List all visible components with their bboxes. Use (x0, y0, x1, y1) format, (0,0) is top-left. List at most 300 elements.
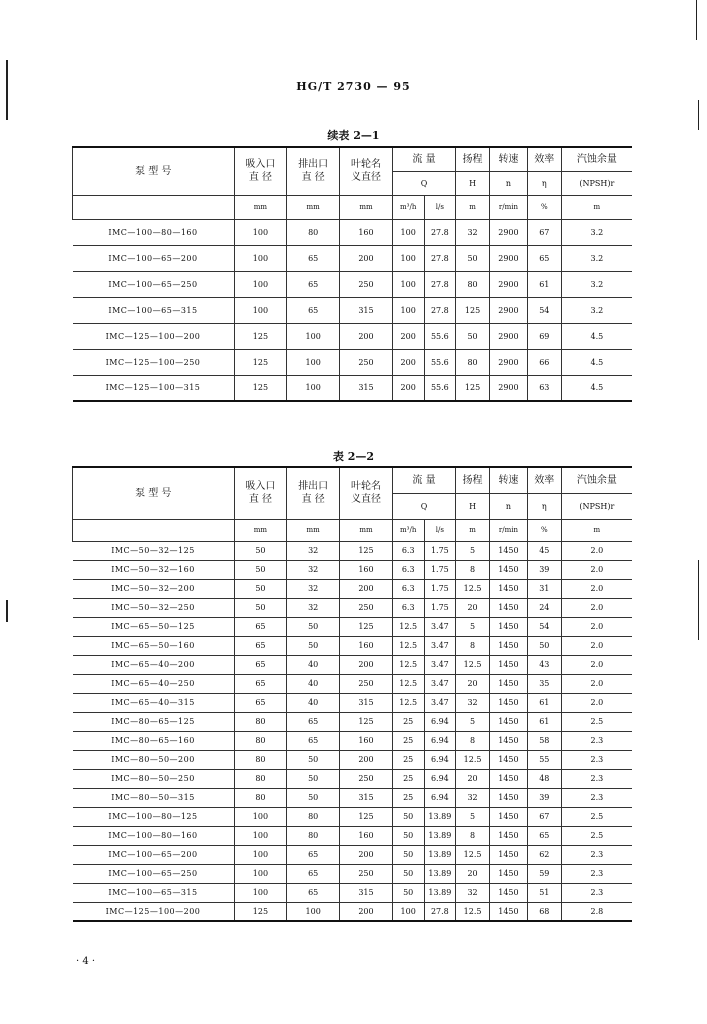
table-cell: 2900 (489, 323, 527, 349)
table-cell: 250 (340, 864, 393, 883)
table-cell: 100 (234, 297, 287, 323)
table-cell: 2.3 (561, 845, 632, 864)
table-cell: 5 (456, 617, 490, 636)
col-header-model: 泵 型 号 (73, 147, 235, 195)
table-cell: 32 (287, 579, 340, 598)
table-cell: 27.8 (424, 245, 456, 271)
unit-cell: r/min (489, 195, 527, 219)
col-header-npsh: 汽蚀余量 (561, 147, 632, 171)
table-cell: 1450 (489, 636, 527, 655)
table-cell: 160 (340, 636, 393, 655)
table-cell: 100 (392, 297, 424, 323)
table-cell: 12.5 (456, 655, 490, 674)
table-cell: 61 (527, 693, 561, 712)
table-cell: 4.5 (561, 375, 632, 401)
table-cell: 8 (456, 826, 490, 845)
table-row (73, 731, 633, 750)
col-symbol-head: H (456, 171, 490, 195)
table-cell: 65 (287, 864, 340, 883)
table-cell: 6.94 (424, 712, 456, 731)
table2-body (73, 541, 633, 921)
table-cell: 32 (287, 598, 340, 617)
table-row (73, 864, 633, 883)
table-cell: 50 (456, 323, 490, 349)
table-cell: 100 (392, 219, 424, 245)
table-cell: 13.89 (424, 845, 456, 864)
col-symbol-npsh: (NPSH)r (561, 493, 632, 519)
table-cell: 2.5 (561, 807, 632, 826)
table-cell: 100 (287, 323, 340, 349)
table-cell: 1450 (489, 826, 527, 845)
table-cell: 6.94 (424, 731, 456, 750)
pump-model-cell: IMC—125—100—315 (73, 375, 235, 401)
table-cell: 27.8 (424, 271, 456, 297)
table-cell: 50 (392, 864, 424, 883)
table-cell: 2.5 (561, 712, 632, 731)
table-cell: 20 (456, 864, 490, 883)
table-row (73, 845, 633, 864)
pump-model-cell: IMC—80—50—250 (73, 769, 235, 788)
table-cell: 1.75 (424, 579, 456, 598)
table-cell: 50 (392, 883, 424, 902)
table-cell: 100 (234, 219, 287, 245)
pump-spec-table-1 (72, 146, 632, 402)
unit-cell: mm (340, 519, 393, 541)
table-cell: 2.5 (561, 826, 632, 845)
table-cell: 250 (340, 271, 393, 297)
table-cell: 2.0 (561, 693, 632, 712)
table-cell: 61 (527, 271, 561, 297)
table-cell: 12.5 (392, 655, 424, 674)
col-header-inlet: 吸入口 直 径 (234, 467, 287, 519)
table-cell: 1450 (489, 693, 527, 712)
table-cell: 12.5 (392, 636, 424, 655)
table1-caption: 续表 2—1 (327, 129, 380, 142)
table-cell: 125 (340, 807, 393, 826)
table-cell: 61 (527, 712, 561, 731)
table-row (73, 750, 633, 769)
table-cell: 2.0 (561, 541, 632, 560)
table-cell: 50 (234, 560, 287, 579)
unit-cell: % (527, 519, 561, 541)
table-cell: 250 (340, 769, 393, 788)
table-cell: 50 (456, 245, 490, 271)
table-cell: 63 (527, 375, 561, 401)
table-cell: 65 (287, 712, 340, 731)
table-cell: 2.0 (561, 655, 632, 674)
table-cell: 6.3 (392, 560, 424, 579)
table-cell: 200 (340, 902, 393, 921)
table-cell: 2.3 (561, 750, 632, 769)
table-cell: 25 (392, 788, 424, 807)
table-cell: 2.8 (561, 902, 632, 921)
col-header-speed: 转速 (489, 147, 527, 171)
table-cell: 80 (234, 731, 287, 750)
table-cell: 12.5 (456, 902, 490, 921)
table-cell: 25 (392, 712, 424, 731)
unit-cell: l/s (424, 195, 456, 219)
table-cell: 3.47 (424, 636, 456, 655)
table-cell: 1450 (489, 712, 527, 731)
table-cell: 51 (527, 883, 561, 902)
table-cell: 20 (456, 769, 490, 788)
table-cell: 40 (287, 674, 340, 693)
table-cell: 12.5 (392, 674, 424, 693)
table-row (73, 693, 633, 712)
unit-cell: m (561, 195, 632, 219)
table-row (73, 617, 633, 636)
table-cell: 20 (456, 598, 490, 617)
col-header-head: 扬程 (456, 467, 490, 493)
table-cell: 1450 (489, 807, 527, 826)
col-symbol-head: H (456, 493, 490, 519)
table-cell: 2.3 (561, 769, 632, 788)
table-row (73, 541, 633, 560)
pump-model-cell: IMC—50—32—250 (73, 598, 235, 617)
table-cell: 68 (527, 902, 561, 921)
table-row (73, 636, 633, 655)
pump-model-cell: IMC—100—65—250 (73, 864, 235, 883)
pump-model-cell: IMC—100—65—200 (73, 845, 235, 864)
table-cell: 100 (234, 807, 287, 826)
table-cell: 50 (527, 636, 561, 655)
table-cell: 59 (527, 864, 561, 883)
table-row (73, 674, 633, 693)
unit-cell: m (456, 519, 490, 541)
unit-cell: m (561, 519, 632, 541)
table1-body (73, 219, 633, 401)
table-cell: 125 (234, 375, 287, 401)
col-header-impeller: 叶轮名 义直径 (340, 147, 393, 195)
pump-model-cell: IMC—80—65—125 (73, 712, 235, 731)
table-row (73, 883, 633, 902)
table-cell: 6.94 (424, 788, 456, 807)
table-cell: 5 (456, 712, 490, 731)
table-cell: 3.2 (561, 245, 632, 271)
table-cell: 25 (392, 731, 424, 750)
col-header-efficiency: 效率 (527, 467, 561, 493)
table-cell: 200 (392, 323, 424, 349)
table-cell: 40 (287, 693, 340, 712)
table-cell: 39 (527, 560, 561, 579)
table-cell: 125 (340, 712, 393, 731)
table-cell: 100 (392, 271, 424, 297)
pump-model-cell: IMC—100—65—250 (73, 271, 235, 297)
table-cell: 1450 (489, 560, 527, 579)
pump-model-cell: IMC—80—65—160 (73, 731, 235, 750)
table-cell: 3.2 (561, 297, 632, 323)
table-cell: 2.0 (561, 636, 632, 655)
pump-spec-table-2 (72, 466, 632, 922)
table-cell: 2.3 (561, 883, 632, 902)
table-cell: 13.89 (424, 807, 456, 826)
col-header-npsh: 汽蚀余量 (561, 467, 632, 493)
table-cell: 32 (287, 541, 340, 560)
table-cell: 2900 (489, 349, 527, 375)
table-cell: 315 (340, 375, 393, 401)
col-header-model: 泵 型 号 (73, 467, 235, 519)
table-cell: 32 (456, 788, 490, 807)
table-cell: 50 (287, 617, 340, 636)
table-cell: 1450 (489, 598, 527, 617)
table-cell: 43 (527, 655, 561, 674)
table-row (73, 271, 633, 297)
table-cell: 200 (340, 245, 393, 271)
table-cell: 50 (287, 636, 340, 655)
col-header-head: 扬程 (456, 147, 490, 171)
table-cell: 13.89 (424, 826, 456, 845)
table-cell: 315 (340, 788, 393, 807)
table-cell: 20 (456, 674, 490, 693)
table-cell: 32 (456, 883, 490, 902)
col-header-inlet: 吸入口 直 径 (234, 147, 287, 195)
table-cell: 24 (527, 598, 561, 617)
table-cell: 125 (234, 323, 287, 349)
table-cell: 65 (234, 655, 287, 674)
pump-model-cell: IMC—50—32—200 (73, 579, 235, 598)
table-row (73, 826, 633, 845)
table-cell: 80 (234, 750, 287, 769)
table-cell: 2900 (489, 219, 527, 245)
table-cell: 80 (456, 271, 490, 297)
table-cell: 315 (340, 693, 393, 712)
table-cell: 58 (527, 731, 561, 750)
table-cell: 50 (392, 807, 424, 826)
table-cell: 67 (527, 807, 561, 826)
table-cell: 4.5 (561, 323, 632, 349)
table-cell: 13.89 (424, 864, 456, 883)
col-symbol-flow: Q (392, 171, 455, 195)
table-cell: 100 (234, 271, 287, 297)
table-cell: 50 (234, 598, 287, 617)
pump-model-cell: IMC—100—80—160 (73, 219, 235, 245)
table-cell: 65 (287, 297, 340, 323)
table-cell: 80 (287, 219, 340, 245)
table-cell: 100 (287, 375, 340, 401)
table-row (73, 219, 633, 245)
table-cell: 250 (340, 598, 393, 617)
table-row (73, 375, 633, 401)
table-cell: 3.47 (424, 655, 456, 674)
table-cell: 54 (527, 617, 561, 636)
pump-model-cell: IMC—100—65—315 (73, 297, 235, 323)
pump-model-cell: IMC—65—40—315 (73, 693, 235, 712)
table-cell: 66 (527, 349, 561, 375)
unit-cell-blank (73, 519, 235, 541)
table-cell: 6.3 (392, 598, 424, 617)
pump-model-cell: IMC—100—80—160 (73, 826, 235, 845)
table-cell: 27.8 (424, 219, 456, 245)
col-symbol-speed: n (489, 171, 527, 195)
table-cell: 54 (527, 297, 561, 323)
pump-model-cell: IMC—65—40—250 (73, 674, 235, 693)
table-row (73, 297, 633, 323)
table-cell: 100 (392, 902, 424, 921)
table-cell: 50 (287, 788, 340, 807)
table-cell: 5 (456, 807, 490, 826)
unit-cell: r/min (489, 519, 527, 541)
table-cell: 45 (527, 541, 561, 560)
scan-margin-mark (698, 560, 699, 640)
unit-cell: mm (234, 519, 287, 541)
table2-caption: 表 2—2 (332, 450, 375, 463)
table-cell: 2.0 (561, 560, 632, 579)
table-cell: 100 (234, 845, 287, 864)
table-cell: 25 (392, 769, 424, 788)
table-cell: 2900 (489, 297, 527, 323)
table-cell: 50 (234, 541, 287, 560)
pump-model-cell: IMC—125—100—200 (73, 902, 235, 921)
pump-model-cell: IMC—100—65—315 (73, 883, 235, 902)
table-cell: 1450 (489, 769, 527, 788)
table-cell: 2900 (489, 245, 527, 271)
table-cell: 50 (287, 750, 340, 769)
table-cell: 100 (234, 245, 287, 271)
col-symbol-npsh: (NPSH)r (561, 171, 632, 195)
table-cell: 3.2 (561, 271, 632, 297)
table-cell: 65 (287, 731, 340, 750)
pump-model-cell: IMC—125—100—200 (73, 323, 235, 349)
table-cell: 4.5 (561, 349, 632, 375)
table-cell: 65 (527, 245, 561, 271)
table-cell: 35 (527, 674, 561, 693)
table-cell: 200 (340, 845, 393, 864)
col-symbol-speed: n (489, 493, 527, 519)
table-cell: 2900 (489, 271, 527, 297)
table-cell: 160 (340, 560, 393, 579)
table-cell: 80 (234, 712, 287, 731)
table-row (73, 788, 633, 807)
col-header-speed: 转速 (489, 467, 527, 493)
table-cell: 125 (340, 617, 393, 636)
pump-model-cell: IMC—100—80—125 (73, 807, 235, 826)
table-cell: 50 (287, 769, 340, 788)
pump-model-cell: IMC—80—50—315 (73, 788, 235, 807)
table-cell: 80 (287, 826, 340, 845)
pump-model-cell: IMC—65—50—160 (73, 636, 235, 655)
table-cell: 8 (456, 731, 490, 750)
table-cell: 13.89 (424, 883, 456, 902)
table-cell: 55 (527, 750, 561, 769)
table-cell: 65 (234, 693, 287, 712)
table-cell: 65 (234, 674, 287, 693)
table-row (73, 769, 633, 788)
table-cell: 2.3 (561, 788, 632, 807)
table-cell: 48 (527, 769, 561, 788)
unit-cell: mm (287, 195, 340, 219)
table-cell: 315 (340, 297, 393, 323)
table-cell: 12.5 (392, 617, 424, 636)
table-cell: 50 (392, 826, 424, 845)
table-cell: 100 (287, 349, 340, 375)
col-symbol-efficiency: η (527, 171, 561, 195)
table-cell: 125 (456, 375, 490, 401)
table-cell: 65 (287, 883, 340, 902)
table-cell: 1.75 (424, 541, 456, 560)
table-cell: 200 (340, 750, 393, 769)
table-cell: 1450 (489, 845, 527, 864)
table-cell: 69 (527, 323, 561, 349)
table-cell: 62 (527, 845, 561, 864)
table-cell: 1450 (489, 750, 527, 769)
scan-margin-mark (696, 0, 697, 40)
table-cell: 1450 (489, 617, 527, 636)
table-cell: 200 (392, 349, 424, 375)
table-cell: 2.0 (561, 598, 632, 617)
document-header: HG/T 2730 — 95 (296, 80, 411, 93)
pump-model-cell: IMC—65—50—125 (73, 617, 235, 636)
table-cell: 1450 (489, 579, 527, 598)
table-row (73, 902, 633, 921)
table-cell: 25 (392, 750, 424, 769)
table-cell: 12.5 (456, 750, 490, 769)
pump-model-cell: IMC—50—32—160 (73, 560, 235, 579)
table-cell: 50 (392, 845, 424, 864)
table-cell: 39 (527, 788, 561, 807)
pump-model-cell: IMC—80—50—200 (73, 750, 235, 769)
table-cell: 5 (456, 541, 490, 560)
table-row (73, 323, 633, 349)
page-number: · 4 · (76, 956, 96, 967)
table-row (73, 349, 633, 375)
table-cell: 65 (527, 826, 561, 845)
pump-model-cell: IMC—65—40—200 (73, 655, 235, 674)
unit-cell: l/s (424, 519, 456, 541)
col-symbol-flow: Q (392, 493, 455, 519)
table-cell: 55.6 (424, 323, 456, 349)
table-row (73, 560, 633, 579)
table-cell: 250 (340, 349, 393, 375)
table-cell: 2.0 (561, 617, 632, 636)
table-cell: 6.3 (392, 579, 424, 598)
table-cell: 32 (456, 219, 490, 245)
table-cell: 125 (340, 541, 393, 560)
table-cell: 12.5 (456, 845, 490, 864)
table-cell: 2900 (489, 375, 527, 401)
table-cell: 3.47 (424, 693, 456, 712)
table-cell: 3.47 (424, 674, 456, 693)
table-cell: 1.75 (424, 560, 456, 579)
table-cell: 6.3 (392, 541, 424, 560)
table-cell: 200 (340, 323, 393, 349)
table-row (73, 245, 633, 271)
unit-cell: m³/h (392, 519, 424, 541)
table-cell: 1450 (489, 541, 527, 560)
table-cell: 200 (340, 655, 393, 674)
table-cell: 125 (234, 349, 287, 375)
unit-cell: m (456, 195, 490, 219)
table-cell: 32 (456, 693, 490, 712)
unit-cell: mm (234, 195, 287, 219)
scan-margin-mark (698, 100, 699, 130)
col-header-outlet: 排出口 直 径 (287, 147, 340, 195)
table-cell: 2.0 (561, 674, 632, 693)
table-cell: 3.47 (424, 617, 456, 636)
table-cell: 160 (340, 731, 393, 750)
table-cell: 2.3 (561, 864, 632, 883)
table-cell: 100 (234, 864, 287, 883)
unit-cell: % (527, 195, 561, 219)
table-cell: 315 (340, 883, 393, 902)
table-cell: 65 (234, 636, 287, 655)
col-header-flow: 流 量 (392, 147, 455, 171)
table-cell: 125 (456, 297, 490, 323)
table-row (73, 655, 633, 674)
table-cell: 27.8 (424, 297, 456, 323)
col-header-impeller: 叶轮名 义直径 (340, 467, 393, 519)
table-cell: 2.3 (561, 731, 632, 750)
table-cell: 1450 (489, 674, 527, 693)
